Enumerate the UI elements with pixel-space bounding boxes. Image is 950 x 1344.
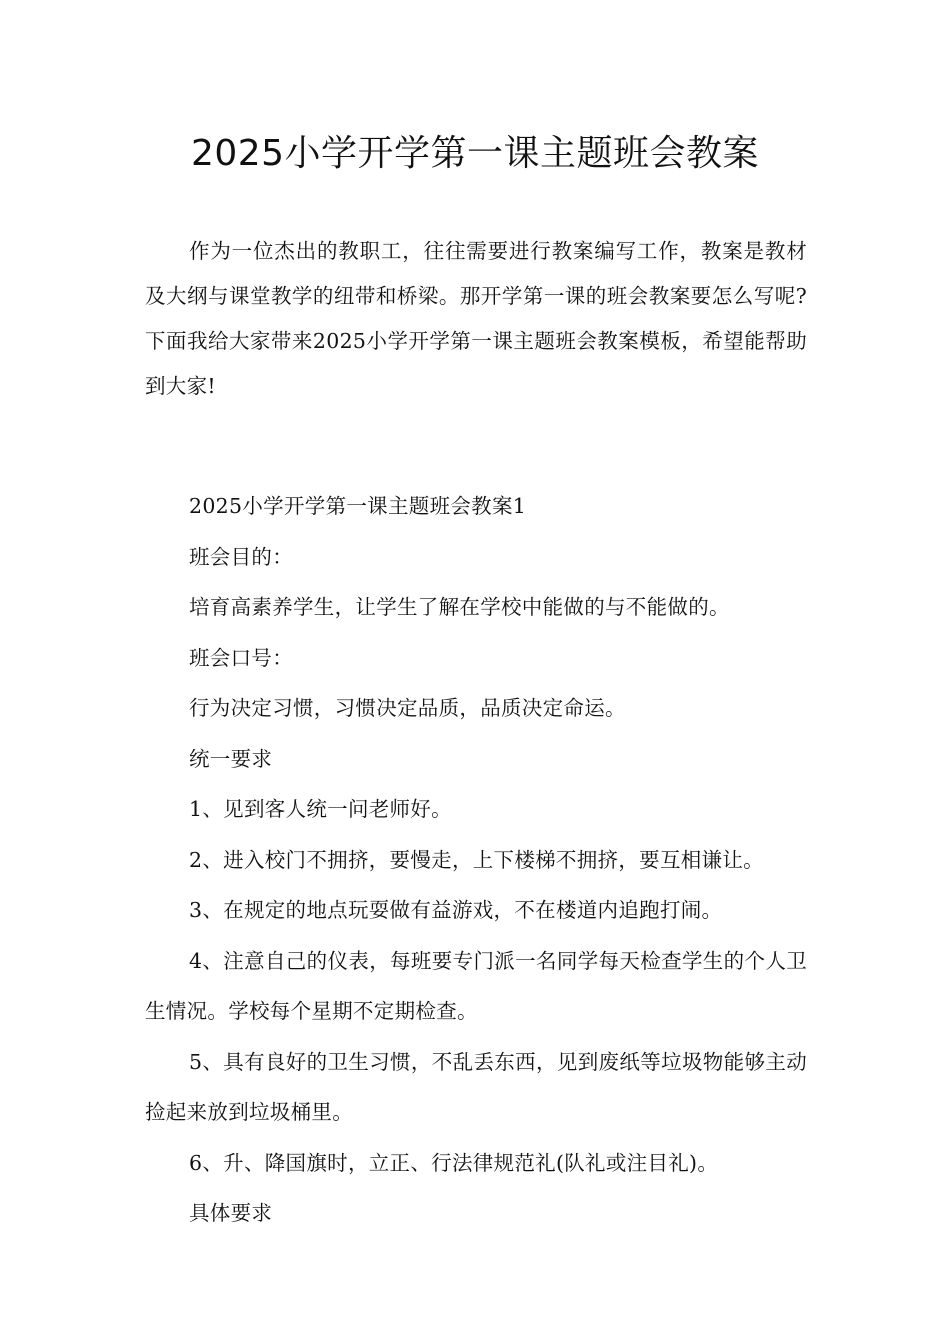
paragraph-specific-requirements: 具体要求 [189,1201,273,1225]
document-content [145,481,807,1239]
paragraph-unified-requirements: 统一要求 [189,746,273,771]
section-heading: 2025小学开学第一课主题班会教案1 [189,494,527,518]
list-item: 3、在规定的地点玩耍做有益游戏，不在楼道内追跑打闹。 [189,898,723,922]
list-item: 5、具有良好的卫生习惯，不乱丢东西，见到废纸等垃圾物能够主动捡起来放到垃圾桶里。 [145,1049,807,1124]
paragraph-slogan: 行为决定习惯，习惯决定品质，品质决定命运。 [189,696,626,720]
list-item: 1、见到客人统一问老师好。 [189,797,452,821]
paragraph-purpose-label: 班会目的： [189,544,293,569]
paragraph-slogan-label: 班会口号： [189,645,293,670]
list-item: 4、注意自己的仪表，每班要专门派一名同学每天检查学生的个人卫生情况。学校每个星期不定期检查。 [145,948,807,1023]
document-title: 2025小学开学第一课主题班会教案 [190,133,760,174]
list-item: 6、升、降国旗时，立正、行法律规范礼(队礼或注目礼)。 [189,1150,719,1175]
paragraph-purpose: 培育高素养学生，让学生了解在学校中能做的与不能做的。 [189,595,730,619]
list-item: 2、进入校门不拥挤，要慢走，上下楼梯不拥挤，要互相谦让。 [189,847,764,872]
intro-paragraph: 作为一位杰出的教职工，往往需要进行教案编写工作，教案是教材及大纲与课堂教学的纽带和桥梁。那开学第一课的班会教案要怎么写呢?下面我给大家带来2025小学开学第一课主题班会教案模板，希望能帮助到大家! [145,239,807,398]
